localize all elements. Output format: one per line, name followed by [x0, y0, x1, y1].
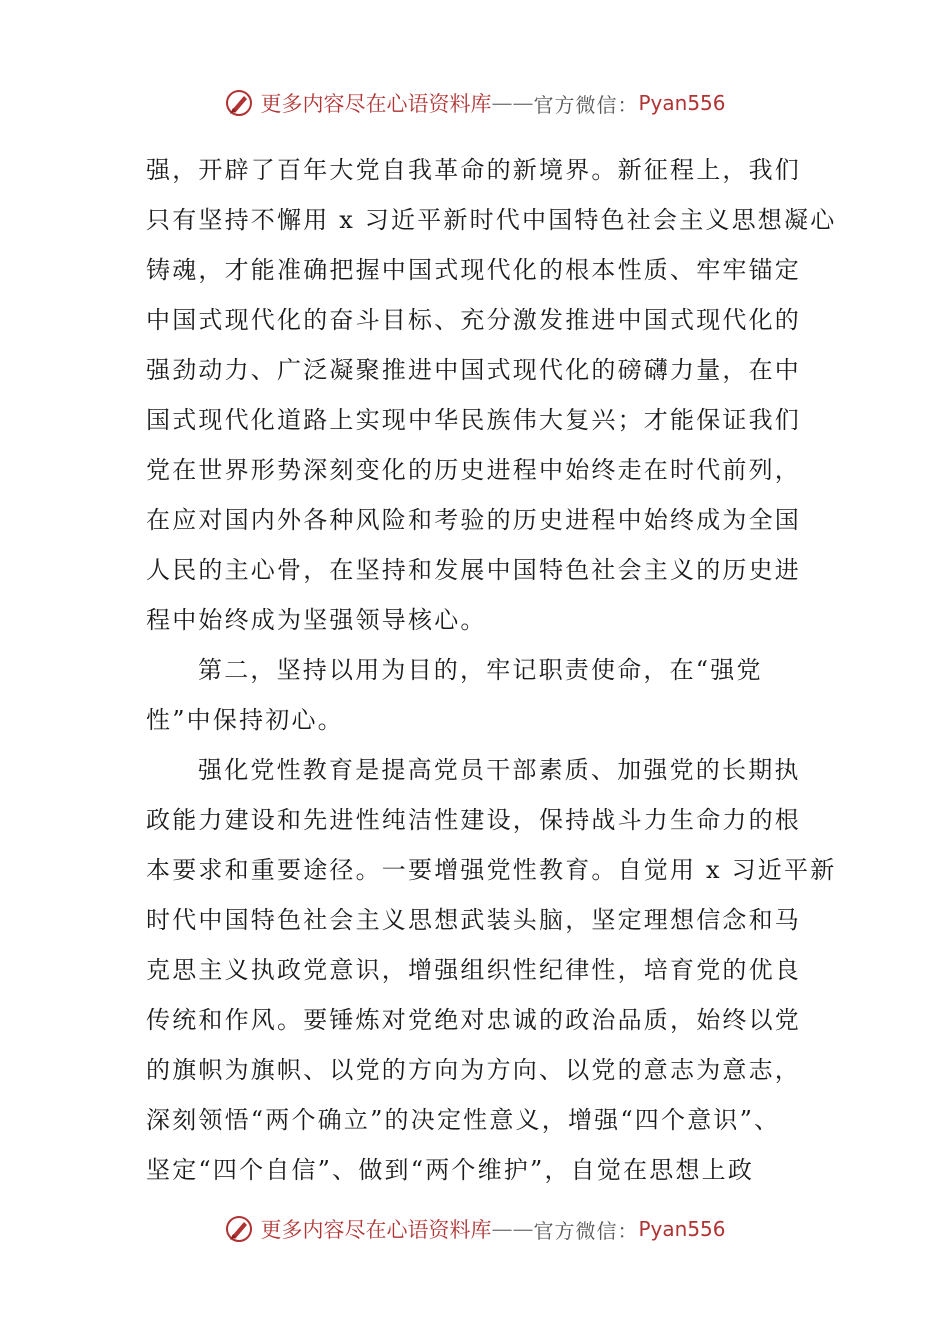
text-line: 强化党性教育是提高党员干部素质、加强党的长期执	[198, 756, 801, 784]
text-line: 程中始终成为坚强领导核心。	[146, 606, 487, 634]
text-line: 政能力建设和先进性纯洁性建设，保持战斗力生命力的根	[146, 806, 801, 834]
text-line: 深刻领悟“两个确立”的决定性意义，增强“四个意识”、	[146, 1106, 781, 1134]
text-line: 时代中国特色社会主义思想武装头脑，坚定理想信念和马	[146, 906, 801, 934]
text-line: 只有坚持不懈用 x 习近平新时代中国特色社会主义思想凝心	[146, 206, 837, 234]
banner-official-label: 官方微信：	[533, 1218, 639, 1243]
text-line: 国式现代化道路上实现中华民族伟大复兴；才能保证我们	[146, 406, 801, 434]
text-line: 在应对国内外各种风险和考验的历史进程中始终成为全国	[146, 506, 801, 534]
section-heading-line: 性”中保持初心。	[146, 706, 344, 734]
pen-logo-icon	[224, 88, 254, 118]
banner-text: 更多内容尽在心语资料库	[260, 1218, 492, 1242]
text-line: 坚定“四个自信”、做到“两个维护”，自觉在思想上政	[146, 1156, 755, 1184]
text-line: 强，开辟了百年大党自我革命的新境界。新征程上，我们	[146, 156, 801, 184]
header-banner	[0, 83, 950, 123]
pen-logo-icon	[224, 1214, 254, 1244]
text-line: 本要求和重要途径。一要增强党性教育。自觉用 x 习近平新	[146, 856, 837, 884]
text-line: 人民的主心骨，在坚持和发展中国特色社会主义的历史进	[146, 556, 801, 584]
text-line: 传统和作风。要锤炼对党绝对忠诚的政治品质，始终以党	[146, 1006, 801, 1034]
text-line: 铸魂，才能准确把握中国式现代化的根本性质、牢牢锚定	[146, 256, 801, 284]
document-body	[146, 145, 837, 1195]
banner-wechat-id: Pyan556	[638, 1217, 726, 1241]
text-line: 强劲动力、广泛凝聚推进中国式现代化的磅礴力量，在中	[146, 356, 801, 384]
footer-banner	[0, 1209, 950, 1249]
banner-official-label: 官方微信：	[533, 92, 639, 117]
text-line: 中国式现代化的奋斗目标、充分激发推进中国式现代化的	[146, 306, 801, 334]
text-line: 党在世界形势深刻变化的历史进程中始终走在时代前列，	[146, 456, 801, 484]
section-heading-line: 第二，坚持以用为目的，牢记职责使命，在“强党	[198, 656, 763, 684]
banner-text: 更多内容尽在心语资料库	[260, 92, 492, 116]
banner-wechat-id: Pyan556	[638, 91, 726, 115]
text-line: 克思主义执政党意识，增强组织性纪律性，培育党的优良	[146, 956, 801, 984]
text-line: 的旗帜为旗帜、以党的方向为方向、以党的意志为意志，	[146, 1056, 801, 1084]
banner-dash: ——	[491, 1217, 534, 1241]
banner-dash: ——	[491, 91, 534, 115]
